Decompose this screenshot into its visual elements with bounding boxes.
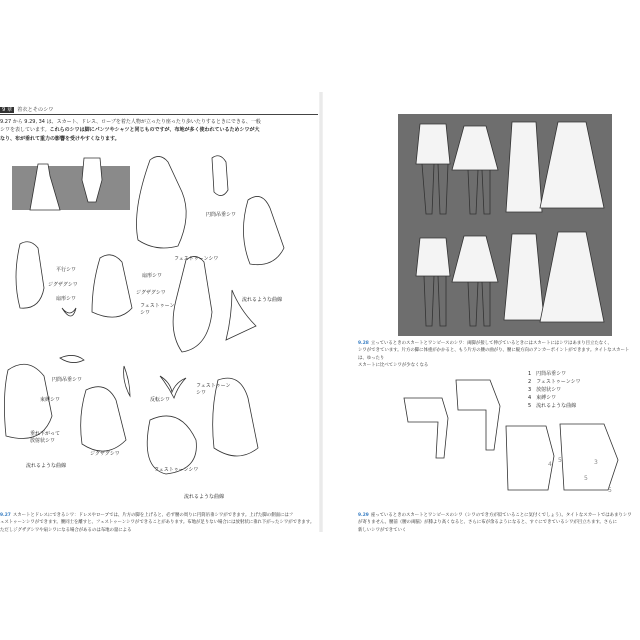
- svg-text:5: 5: [584, 475, 588, 482]
- fabric-swatch: [62, 308, 76, 316]
- aline-skirt-2: [452, 236, 498, 282]
- sitting-skirt-2: [456, 380, 500, 450]
- sitting-figure-2: [81, 387, 126, 451]
- label-festoon-1: フェストゥーンシワ: [174, 256, 219, 262]
- cape-figure: [243, 196, 284, 264]
- label-reverse: 反転シワ: [150, 397, 171, 403]
- robe-figure-1: [137, 156, 187, 248]
- label-festoon-2: フェストゥーン シワ: [140, 303, 175, 316]
- tight-skirt-1: [416, 124, 450, 164]
- sitting-tight-skirt: [404, 398, 448, 458]
- caption-9-28-number: 9.28: [358, 341, 369, 346]
- caption-9-28-line-1: 立っているときのスカートとワンピースのシワ：両脚が接して伸びているときにはスカートにはシワはあまり目立たなく、: [370, 341, 612, 346]
- reverse-fold: [160, 376, 186, 398]
- tight-skirt-2: [416, 238, 450, 276]
- legend-item-4: 4 束縛シワ: [528, 395, 557, 401]
- legend-item-1: 1 円筒吊垂シワ: [528, 371, 567, 377]
- small-sketch-figure: [212, 156, 228, 196]
- caption-9-29-number: 9.29: [358, 513, 369, 518]
- svg-text:4: 4: [548, 461, 552, 468]
- standing-skirt-figures: [398, 114, 612, 336]
- caption-9-27-number: 9.27: [0, 513, 11, 518]
- legend-item-3: 3 放射状シワ: [528, 387, 562, 393]
- fold-type-legend: [528, 370, 581, 410]
- sitting-skirt-3: [506, 426, 554, 490]
- long-skirt-1: [506, 122, 542, 212]
- long-skirt-2: [504, 234, 544, 320]
- skirt-figures-panel: [398, 114, 612, 336]
- label-flowing-3: 流れるような曲線: [184, 494, 225, 500]
- label-circular-hanging-2: 円筒吊垂シワ: [52, 377, 83, 383]
- chapter-title: 着衣とそのシワ: [17, 107, 54, 113]
- cone-fabric: [124, 366, 130, 396]
- label-circular-hanging-1: 円筒吊垂シワ: [206, 212, 237, 218]
- intro-line-2: シワを表しています。: [0, 127, 50, 134]
- caption-9-29: [358, 512, 638, 534]
- label-festoon-4: フェストゥーンシワ: [154, 467, 199, 473]
- dress-figure-3: [92, 255, 132, 317]
- caption-9-27: [0, 512, 316, 534]
- caption-9-28-line-3: スカートに比べてシワが少なくなる: [358, 363, 429, 369]
- header-rule: [0, 114, 318, 115]
- label-parallel: 平行シワ: [56, 267, 77, 273]
- label-flowing-1: 流れるような曲線: [242, 297, 283, 303]
- caption-9-27-line-1: スカートとドレスにできるシワ：ドレスやローブでは、片方の脚を上げると、必ず腰の周りに円筒吊垂シワができます。上げた脚の側面にはフ: [12, 513, 294, 518]
- book-gutter: [319, 92, 323, 532]
- label-pinched: 束縛シワ: [40, 397, 61, 403]
- dress-figure-4: [173, 256, 212, 352]
- sitting-skirt-figures: [398, 366, 628, 506]
- label-festoon-3: フェストゥーン シワ: [196, 383, 231, 396]
- legend-item-5: 5 流れるような曲線: [528, 403, 577, 409]
- caption-9-27-line-2: ェストゥーンシワができます。腰同士を離すと、フェストゥーンシワができることがあります。布地が足りない場合には放射状に垂れ下がったシワができます。: [0, 520, 315, 526]
- page-header: [0, 106, 53, 113]
- long-flared-skirt-1: [540, 122, 604, 208]
- svg-text:5: 5: [558, 457, 562, 464]
- svg-text:3: 3: [594, 459, 598, 466]
- label-zigzag-1: ジグザグシワ: [48, 282, 78, 288]
- label-flowing-2: 流れるような曲線: [26, 463, 67, 469]
- caption-9-28-line-2: シワができています。片方の脚に体重がかかると、もう片方の腰の曲がり、腰に縦方向のアンカーポイントができます。タイトなスカートは、ゆったり: [358, 348, 630, 361]
- caption-9-27-line-3: ただしジグザグシワや扇シワになる場合があるのは布地の量による: [0, 527, 132, 533]
- caption-9-29-line-2: が寄りません。腰前（腰の両脇）が膝より高くなると、さらに布が余るようになると、すぐにできているシワが目立ちます。さらに: [358, 520, 617, 526]
- svg-text:5: 5: [608, 487, 612, 494]
- long-flared-skirt-2: [540, 232, 604, 322]
- label-fan-2: 扇形シワ: [142, 273, 163, 279]
- intro-line-2-bold: これらのシワは脚にパンツやシャツと同じものですが、布地が多く使われているためシワが大: [49, 127, 260, 134]
- caption-9-29-line-3: 新しいシワができていく: [358, 527, 407, 533]
- grey-backdrop: [12, 166, 130, 210]
- clothing-fold-illustrations: [0, 140, 316, 510]
- legend-item-2: 2 フェストゥーンシワ: [528, 379, 581, 385]
- label-zigzag-2: ジグザグシワ: [136, 290, 166, 296]
- dress-figure-2: [16, 242, 44, 308]
- label-zigzag-3: ジグザグシワ: [90, 451, 120, 457]
- intro-line-3-bold: なり、布が垂れて重力の影響を受けやすくなります。: [0, 135, 120, 142]
- ring-fabric: [60, 355, 84, 362]
- label-hang-radial: 垂れ下がって 放射状シワ: [30, 431, 61, 444]
- aline-skirt-1: [452, 126, 498, 170]
- chapter-number: 9 章: [2, 107, 13, 113]
- caption-9-29-line-1: 座っているときのスカートとワンピースのシワ（シワのでき方が似ていることに気付くでしょう）。タイトなスカートではあまりシワ: [370, 513, 632, 518]
- label-fan-1: 扇形シワ: [56, 296, 77, 302]
- sitting-skirt-4: [560, 424, 618, 490]
- intro-line-1: 9.27 から 9.29, 34 は、スカート、ドレス、ローブを着た人物が立ったり座ったり歩いたりするときにできる、一般: [0, 119, 261, 125]
